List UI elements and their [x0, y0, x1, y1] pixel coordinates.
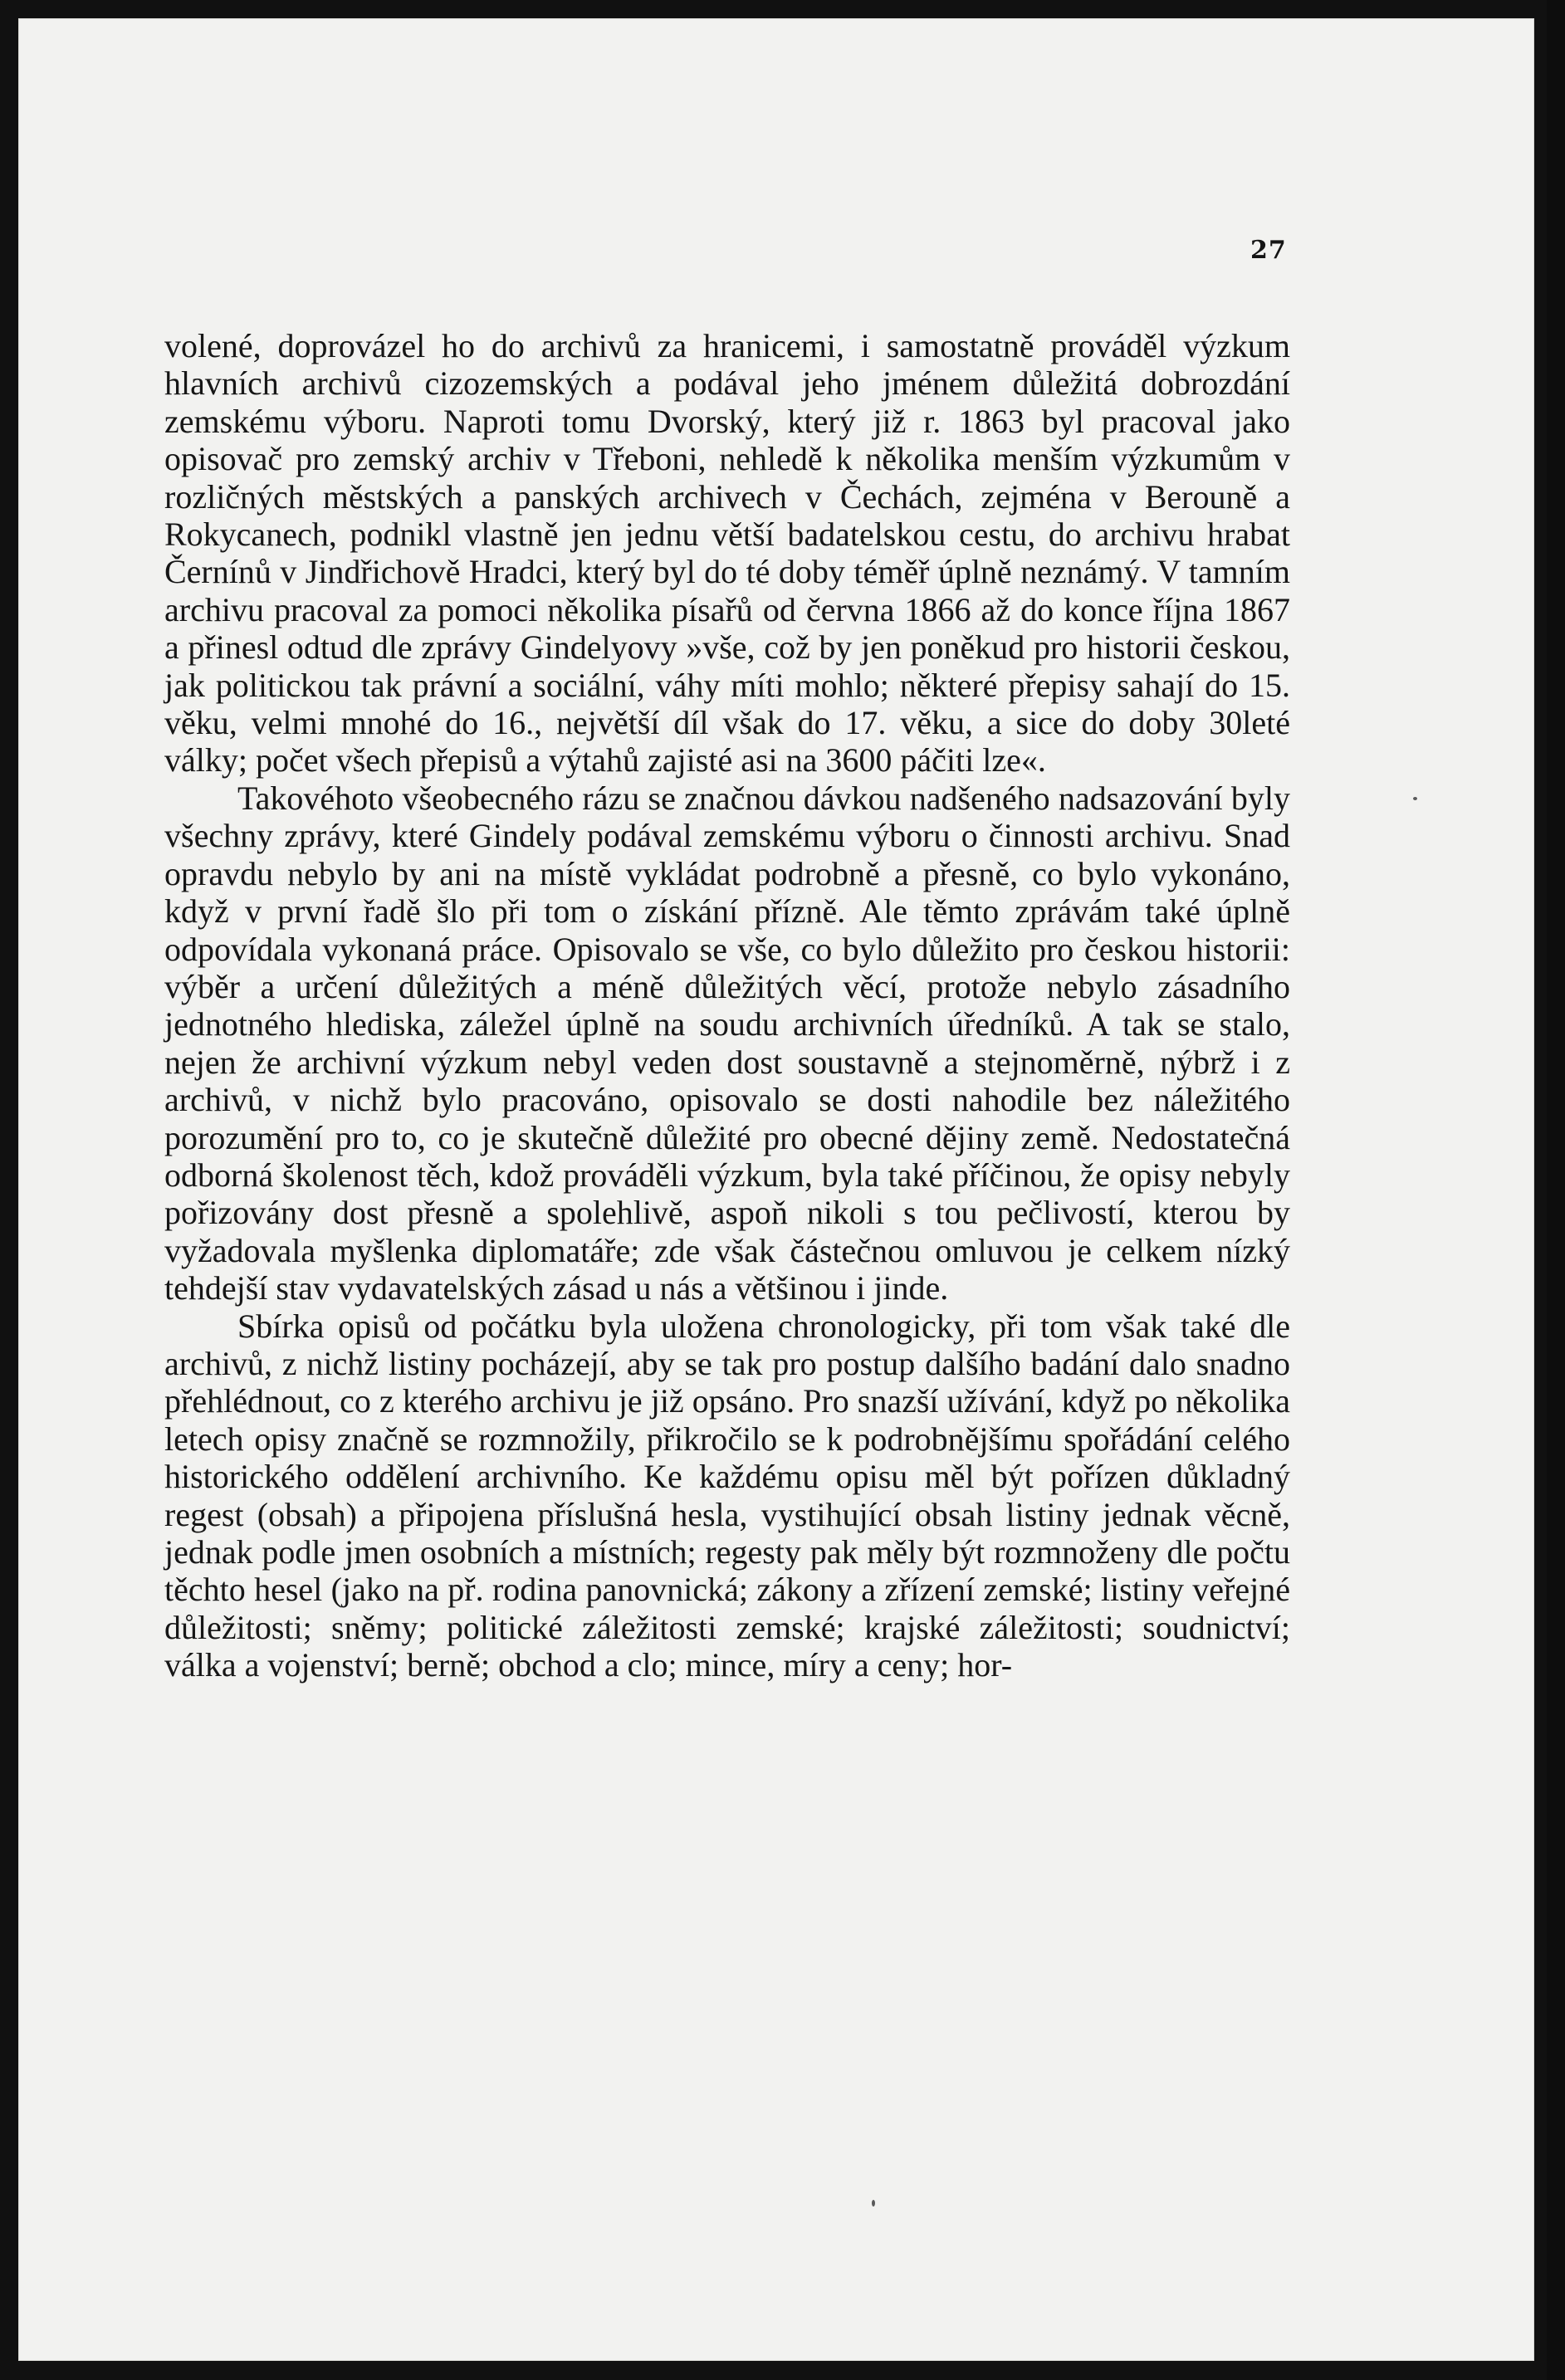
scan-speck — [872, 2200, 875, 2207]
book-page — [18, 18, 1534, 2361]
paragraph-3: Sbírka opisů od počátku byla uložena chronologicky, při tom však také dle archivů, z nichž listiny pocházejí, aby se tak pro postup dalšího badání dalo snadno přehlédnout, co z kterého archivu je již opsáno. Pro snazší užívání, když po několika letech opisy značně se rozmnožily, přikročilo se k podrobnějšímu spořádání celého historického oddělení archivního. Ke každému opisu měl být pořízen důkladný regest (obsah) a připojena příslušná hesla, vystihující obsah listiny jednak věcně, jednak podle jmen osobních a místních; regesty pak měly být rozmnoženy dle počtu těchto hesel (jako na př. rodina panovnická; zákony a zřízení zemské; listiny veřejné důležitosti; sněmy; politické záležitosti zemské; krajské záležitosti; soudnictví; válka a vojenství; berně; obchod a clo; mince, míry a ceny; hor- — [164, 1307, 1290, 1684]
page-number: 27 — [1250, 236, 1287, 265]
scan-speck — [1413, 797, 1417, 800]
scan-border — [1547, 0, 1565, 2380]
paragraph-1: volené, doprovázel ho do archivů za hranicemi, i samostatně prováděl výzkum hlavních archivů cizozemských a podával jeho jménem důležitá dobrozdání zemskému výboru. Naproti tomu Dvorský, který již r. 1863 byl pracoval jako opisovač pro zemský archiv v Třeboni, nehledě k několika menším výzkumům v rozličných městských a panských archivech v Čechách, zejména v Berouně a Rokycanech, podnikl vlastně jen jednu větší badatelskou cestu, do archivu hrabat Černínů v Jindřichově Hradci, který byl do té doby téměř úplně neznámý. V tamním archivu pracoval za pomoci několika písařů od června 1866 až do konce října 1867 a přinesl odtud dle zprávy Gindelyovy »vše, což by jen poněkud pro historii českou, jak politickou tak právní a sociální, váhy míti mohlo; některé přepisy sahají do 15. věku, velmi mnohé do 16., největší díl však do 17. věku, a sice do doby 30leté války; počet všech přepisů a výtahů zajisté asi na 3600 páčiti lze«. — [164, 327, 1290, 779]
body-text — [164, 327, 1290, 1684]
paragraph-2: Takovéhoto všeobecného rázu se značnou dávkou nadšeného nadsazování byly všechny zprávy, které Gindely podával zemskému výboru o činnosti archivu. Snad opravdu nebylo by ani na místě vykládat podrobně a přesně, co bylo vykonáno, když v první řadě šlo při tom o získání přízně. Ale těmto zprávám také úplně odpovídala vykonaná práce. Opisovalo se vše, co bylo důležito pro českou historii: výběr a určení důležitých a méně důležitých věcí, protože nebylo zásadního jednotného hlediska, záležel úplně na soudu archivních úředníků. A tak se stalo, nejen že archivní výzkum nebyl veden dost soustavně a stejnoměrně, nýbrž i z archivů, v nichž bylo pracováno, opisovalo se dosti nahodile bez náležitého porozumění pro to, co je skutečně důležité pro obecné dějiny země. Nedostatečná odborná školenost těch, kdož prováděli výzkum, byla také příčinou, že opisy nebyly pořizovány dost přesně a spolehlivě, aspoň nikoli s tou pečlivostí, kterou by vyžadovala myšlenka diplomatáře; zde však částečnou omluvou je celkem nízký tehdejší stav vydavatelských zásad u nás a většinou i jinde. — [164, 779, 1290, 1307]
